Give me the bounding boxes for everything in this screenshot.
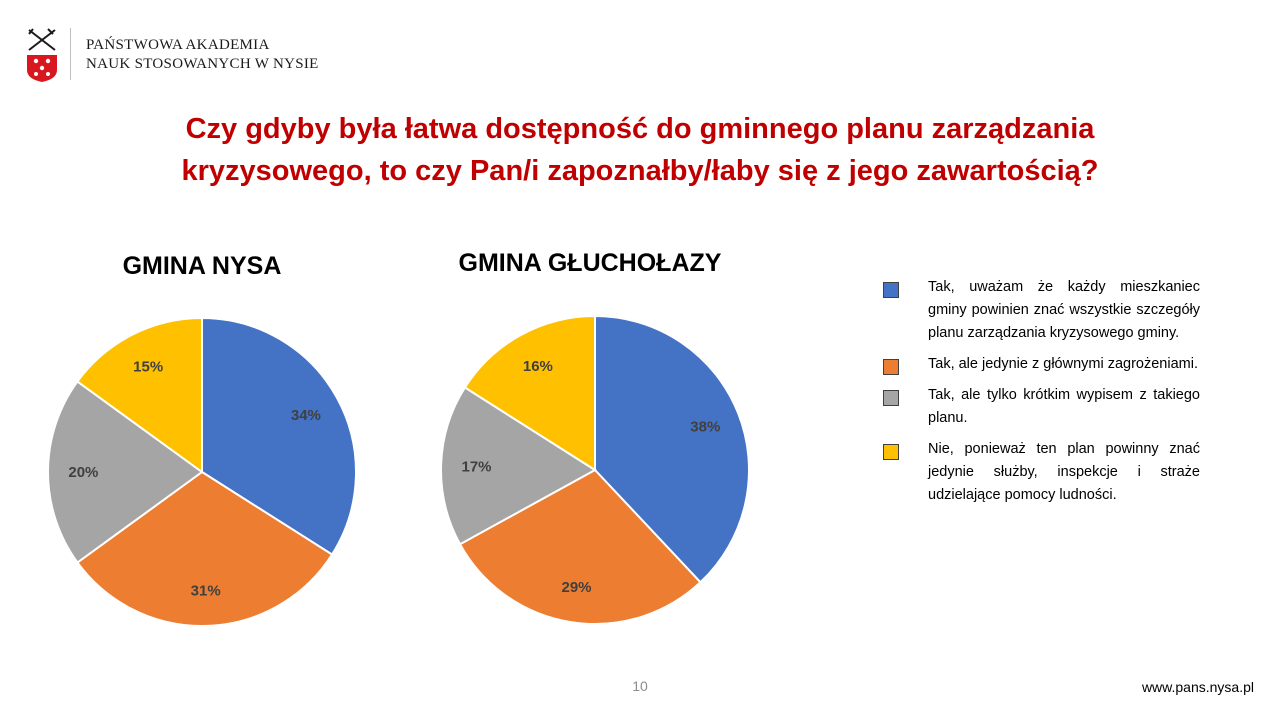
- organization-name-line2: NAUK STOSOWANYCH W NYSIE: [86, 56, 319, 72]
- legend-item: [878, 353, 1200, 376]
- legend-item: [878, 276, 1200, 345]
- legend-label: Nie, ponieważ ten plan powinny znać jedynie służby, inspekcje i straże udzielające pomocy ludności.: [928, 441, 1200, 503]
- website-url: www.pans.nysa.pl: [1141, 679, 1254, 695]
- slide-title-line2: kryzysowego, to czy Pan/i zapoznałby/łaby się z jego zawartością?: [181, 155, 1099, 187]
- pie-data-label-glucholazy-3: 17%: [461, 458, 492, 476]
- legend-swatch: [883, 359, 899, 375]
- pie-data-label-nysa-2: 31%: [190, 582, 221, 600]
- legend-swatch: [883, 282, 899, 298]
- legend-item: [878, 384, 1200, 430]
- pie-data-label-nysa-3: 20%: [68, 464, 99, 481]
- pie-data-label-glucholazy-4: 16%: [522, 358, 553, 376]
- page-number: 10: [632, 678, 648, 694]
- pie-data-label-glucholazy-1: 38%: [690, 418, 721, 436]
- legend-label: Tak, ale tylko krótkim wypisem z takiego planu.: [928, 387, 1200, 426]
- slide-title-line1: Czy gdyby była łatwa dostępność do gminnego planu zarządzania: [185, 113, 1095, 145]
- pie-data-label-glucholazy-2: 29%: [561, 579, 592, 597]
- organization-name-line1: PAŃSTWOWA AKADEMIA: [86, 37, 270, 53]
- chart-legend: [878, 276, 1200, 515]
- legend-swatch: [883, 444, 899, 460]
- pie-data-label-nysa-4: 15%: [133, 358, 164, 376]
- pie-data-label-nysa-1: 34%: [290, 406, 321, 424]
- legend-label: Tak, uważam że każdy mieszkaniec gminy powinien znać wszystkie szczegóły planu zarządzania kryzysowego gminy.: [928, 279, 1200, 341]
- chart-title-glucholazy: GMINA GŁUCHOŁAZY: [458, 249, 722, 277]
- chart-title-nysa: GMINA NYSA: [122, 252, 282, 280]
- legend-item: [878, 438, 1200, 507]
- legend-label: Tak, ale jedynie z głównymi zagrożeniami.: [928, 356, 1198, 372]
- legend-swatch: [883, 390, 899, 406]
